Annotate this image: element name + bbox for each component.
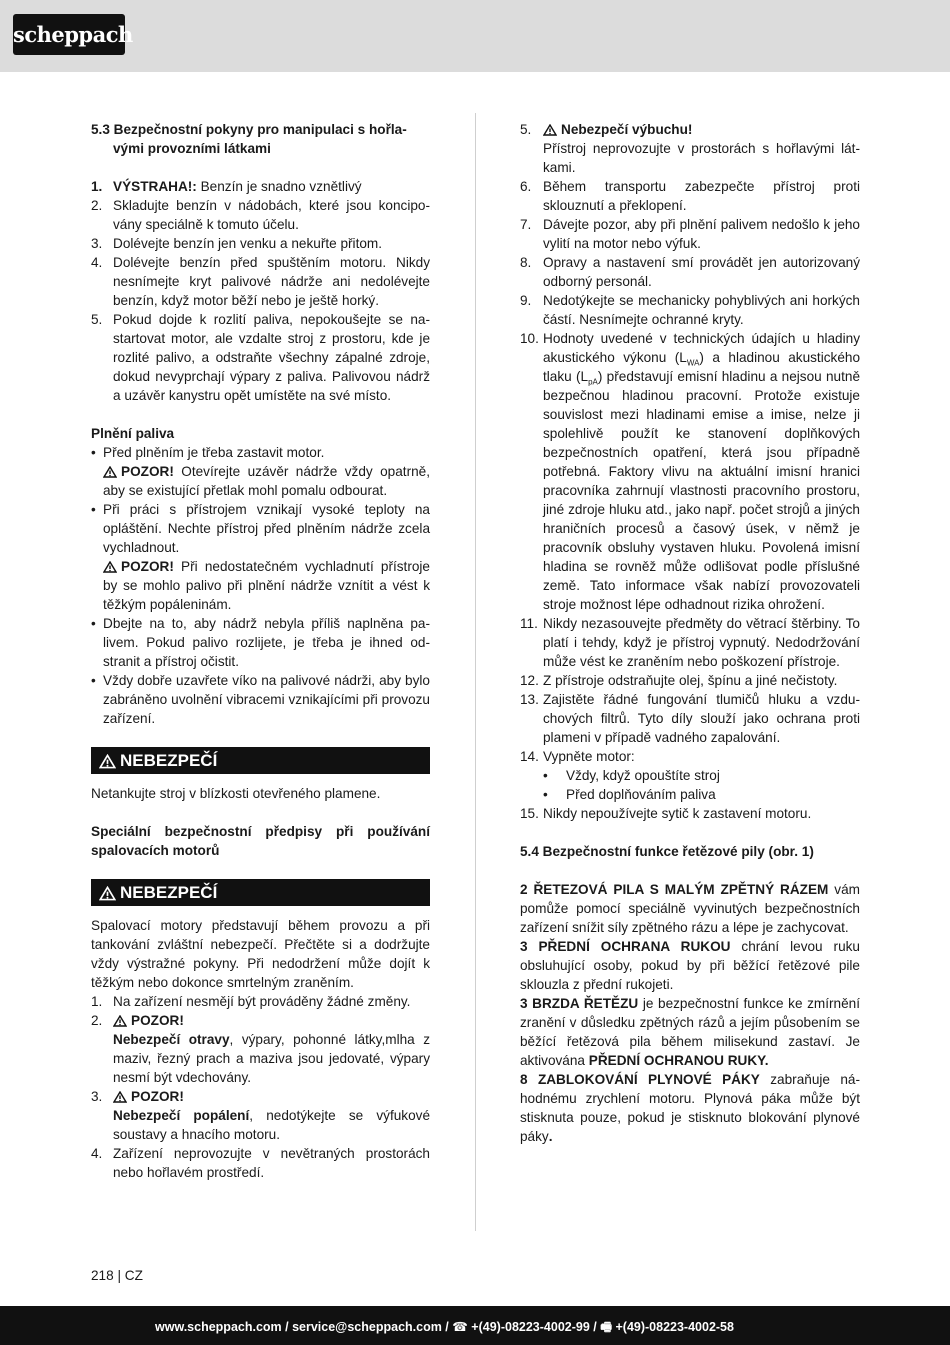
header-band [0, 0, 950, 72]
list-item: 4. Zařízení neprovozujte v nevětraných prostorách nebo hořlavém prostředí. [91, 1146, 430, 1180]
section-5-3-title: 5.3 Bezpečnostní pokyny pro manipulaci s hořla- vými provozními látkami [91, 122, 407, 156]
page-number: 218 | CZ [91, 1268, 143, 1283]
list-item: 9. Nedotýkejte se mechanicky pohyblivých ani horkých částí. Nesnímejte ochranné kryty. [520, 293, 860, 327]
contact-line: www.scheppach.com / service@scheppach.com / ☎ +(49)-08223-4002-99 / 🖷 +(49)-08223-4002-58 [155, 1320, 734, 1334]
list-item: • Před plněním je třeba zastavit motor. POZOR! Otevírejte uzávěr nádrže vždy opatrně, aby se existující přetlak mohl pomalu odbourat. [91, 445, 430, 498]
list-item: 1. Na zařízení nesmějí být prováděny žádné změny. [91, 994, 411, 1009]
feature-throttle-lock: 8 ZABLOKOVÁNÍ PLYNOVÉ PÁKY zabraňuje náhodnému zrychlení motoru. Plynová páka může být stisknuta pouze, pokud je stisknuto blokování plynové páky. [520, 1072, 860, 1144]
list-item: 3. Dolévejte benzín jen venku a nekuřte přitom. [91, 236, 383, 251]
list-item: 11. Nikdy nezasouvejte předměty do větrací štěrbiny. To platí i tehdy, když je přístroj vypnutý. Nedodržování může vést ke zraněním nebo poškození přístroje. [520, 616, 860, 669]
warning-triangle-icon [113, 1015, 127, 1027]
list-item: • Před doplňováním paliva [543, 787, 716, 802]
warning-triangle-icon [543, 124, 557, 136]
list-item: 14. Vypněte motor: • Vždy, když opouštíte stroj • Před doplňováním paliva [520, 747, 860, 804]
list-item: 6. Během transportu zabezpečte přístroj proti sklouznutí a překlopení. [520, 179, 860, 213]
engine-list-continued [520, 120, 860, 823]
list-item: 1. VÝSTRAHA!: Benzín je snadno vznětlivý [91, 179, 362, 194]
left-column [91, 120, 430, 1182]
danger-text: Netankujte stroj v blízkosti otevřeného plamene. [91, 786, 381, 801]
list-item: • Vždy, když opouštíte stroj [543, 768, 720, 783]
section-5-4-title: 5.4 Bezpečnostní funkce řetězové pily (obr. 1) [520, 844, 814, 859]
list-item: 8. Opravy a nastavení smí provádět jen autorizovaný odborný personál. [520, 255, 860, 289]
list-item: 7. Dávejte pozor, aby při plnění palivem nedošlo k jeho vylití na motor nebo výfuk. [520, 217, 860, 251]
danger-banner: NEBEZPEČÍ [91, 879, 430, 906]
list-item: 15. Nikdy nepoužívejte sytič k zastavení motoru. [520, 806, 812, 821]
warning-triangle-icon [103, 466, 117, 478]
danger-banner: NEBEZPEČÍ [91, 747, 430, 774]
warning-triangle-icon [113, 1091, 127, 1103]
engine-danger-text: Spalovací motory představují během provozu a při tankování zvláštní nebezpečí. Přečtěte si a dodržujte vždy výstražné pokyny. Při nedodržení může dojít k těžkým nebo dokonce smrtelným zraněním. [91, 918, 430, 990]
right-column [520, 120, 860, 1146]
list-item: 10. Hodnoty uvedené v technických údajích u hladiny akustického výkonu $(L_{WA})$ a hladinou akustického tlaku $(L_{pA})$ představují emisní hladinu a nejsou nutně bezpečnou hladinou pracovní. Protože existuje souvislost mezi hladinami emise a imise, nelze ji spolehlivě použít ke stanovení doplňkových bezpečnostních opatření, která jsou případně potřebná. Faktory vlivu na aktuální imisní hranici pracovníka zahrnují vlastnosti pracovního prostoru, jiné zdroje hluku atd., jako např. počet strojů a jiných hraničních procesů a časový úsek, v němž je pracovník obsluhy vystaven hluku. Povolená imisní hladina se rovněž může odlišovat podle příslušné země. Tato informace však nabízí provozovateli stroje možnost lépe odhadnout rizika ohrožení. [520, 331, 861, 612]
stop-motor-sublist [543, 766, 860, 804]
list-item: 4. Dolévejte benzín před spuštěním motoru. Nikdy nesnímejte kryt palivové nádrže ani nedolévejte benzín, když motor běží nebo je ještě horký. [91, 255, 430, 308]
column-divider [475, 113, 476, 1231]
fuel-safety-list [91, 177, 430, 405]
fuel-heading: Plnění paliva [91, 426, 175, 441]
list-item: • Při práci s přístrojem vznikají vysoké teploty na opláštění. Nechte přístroj před plněním nádrže zcela vychladnout. POZOR! Při nedostatečném vychladnutí přístroje by se mohlo palivo při plnění nádrže vznítit a vést k těžkým popáleninám. [91, 502, 430, 612]
list-item: 13. Zajistěte řádné fungování tlumičů hluku a vzduchových filtrů. Tyto díly slouží jako ochrana proti plameni v případě vadného zapalování. [520, 692, 860, 745]
engine-list [91, 992, 430, 1182]
list-item: 3. POZOR! Nebezpečí popálení, nedotýkejte se výfukové soustavy a hnacího motoru. [91, 1089, 431, 1142]
warning-triangle-icon [99, 886, 116, 901]
scheppach-logo: scheppach [13, 14, 125, 55]
special-heading: Speciální bezpečnostní předpisy při používání spalovacích motorů [91, 824, 430, 858]
warning-triangle-icon [103, 561, 117, 573]
list-item: 5. Pokud dojde k rozlití paliva, nepokoušejte se nastartovat motor, ale vzdalte stroj z prostoru, kde je rozlité palivo, a odstraňte všechny zápalné zdroje, dokud nevyprchají výpary z paliva. Palivovou nádrž a uzávěr kanystru opět umístěte na své místo. [91, 312, 430, 403]
feature-chain-brake: 3 BRZDA ŘETĚZU je bezpečnostní funkce ke zmírnění zranění v důsledku zpětných rázů a jejím působením se běžící řetězová pila během milisekund zastaví. Je aktivována PŘEDNÍ OCHRANOU RUKY. [520, 996, 860, 1068]
list-item: • Vždy dobře uzavřete víko na palivové nádrži, aby bylo zabráněno uvolnění vibracemi vznikajícími při provozu zařízení. [91, 673, 430, 726]
list-item: • Dbejte na to, aby nádrž nebyla příliš naplněna palivem. Pokud palivo rozlijete, je třeba je ihned odstranit a přístroj očistit. [91, 616, 430, 669]
list-item: 5. Nebezpečí výbuchu! Přístroj neprovozujte v prostorách s hořlavými látkami. [520, 122, 860, 175]
feature-hand-guard: 3 PŘEDNÍ OCHRANA RUKOU chrání levou ruku obsluhující osoby, pokud by při běžící řetězové pile sklouzla z přední rukojeti. [520, 939, 860, 992]
warning-triangle-icon [99, 754, 116, 769]
list-item: 12. Z přístroje odstraňujte olej, špínu a jiné nečistoty. [520, 673, 838, 688]
fuel-bullets [91, 443, 430, 728]
feature-kickback: 2 ŘETEZOVÁ PILA S MALÝM ZPĚTNÝ RÁZEM vám pomůže pomocí speciálně vyvinutých bezpečnostních zařízení snížit síly zpětného rázu a lépe je zachycovat. [520, 882, 860, 935]
list-item: 2. POZOR! Nebezpečí otravy, výpary, pohonné látky,mlha z maziv, řezný prach a maziva jsou jedovaté, výpary nesmí být vdechovány. [91, 1013, 430, 1085]
list-item: 2. Skladujte benzín v nádobách, které jsou koncipovány speciálně k tomuto účelu. [91, 198, 430, 232]
footer-band [0, 1306, 950, 1345]
